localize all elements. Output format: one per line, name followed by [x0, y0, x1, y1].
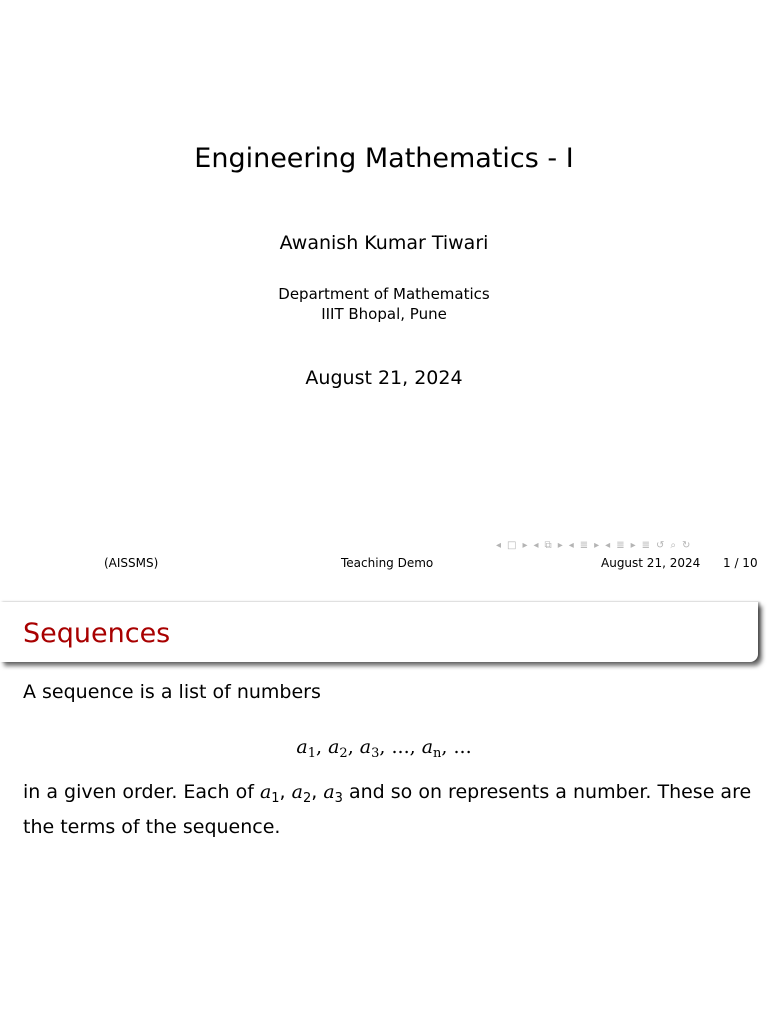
author-name: Awanish Kumar Tiwari	[279, 232, 489, 254]
sequences-slide	[0, 590, 768, 1024]
nav-back-icon[interactable]: ↺	[656, 539, 665, 551]
nav-left-arrow-icon[interactable]: ◂	[605, 539, 611, 551]
nav-right-arrow-icon[interactable]: ▸	[630, 539, 636, 551]
presentation-date: August 21, 2024	[305, 367, 463, 389]
footer-title: Teaching Demo	[341, 556, 434, 570]
institute: IIIT Bhopal, Pune	[321, 305, 447, 323]
nav-left-arrow-icon[interactable]: ◂	[568, 539, 574, 551]
nav-left-arrow-icon[interactable]: ◂	[533, 539, 539, 551]
slide-footer	[0, 556, 768, 574]
nav-left-arrow-icon[interactable]: ◂	[496, 539, 502, 551]
nav-subsection-icon[interactable]: ≣	[579, 539, 589, 551]
nav-slide-icon[interactable]: □	[507, 539, 517, 551]
nav-section-icon[interactable]: ≣	[616, 539, 625, 551]
institute-block	[0, 284, 768, 324]
frame-title: Sequences	[23, 618, 171, 649]
department: Department of Mathematics	[278, 285, 490, 303]
nav-right-arrow-icon[interactable]: ▸	[522, 539, 528, 551]
nav-right-arrow-icon[interactable]: ▸	[557, 539, 563, 551]
nav-right-arrow-icon[interactable]: ▸	[594, 539, 600, 551]
nav-frame-icon[interactable]: ⧉	[544, 539, 552, 551]
beamer-navigation-bar	[496, 537, 764, 553]
footer-institute: (AISSMS)	[104, 556, 159, 570]
page-number: 1 / 10	[723, 556, 758, 570]
nav-forward-icon[interactable]: ↻	[682, 539, 691, 551]
paragraph-definition: A sequence is a list of numbers	[23, 681, 321, 703]
paragraph-terms: in a given order. Each of $a_1$, $a_2$, $a_3$ and so on represents a number. These are the terms of the sequence.	[23, 781, 752, 838]
frame-title-box	[0, 602, 758, 662]
display-equation: $a_1$, $a_2$, $a_3$, ..., $a_n$, ...	[296, 736, 472, 761]
nav-search-icon[interactable]: ⌕	[670, 539, 677, 551]
nav-document-icon[interactable]: ≣	[641, 539, 651, 551]
presentation-title: Engineering Mathematics - I	[194, 143, 574, 174]
footer-date: August 21, 2024	[601, 556, 701, 570]
